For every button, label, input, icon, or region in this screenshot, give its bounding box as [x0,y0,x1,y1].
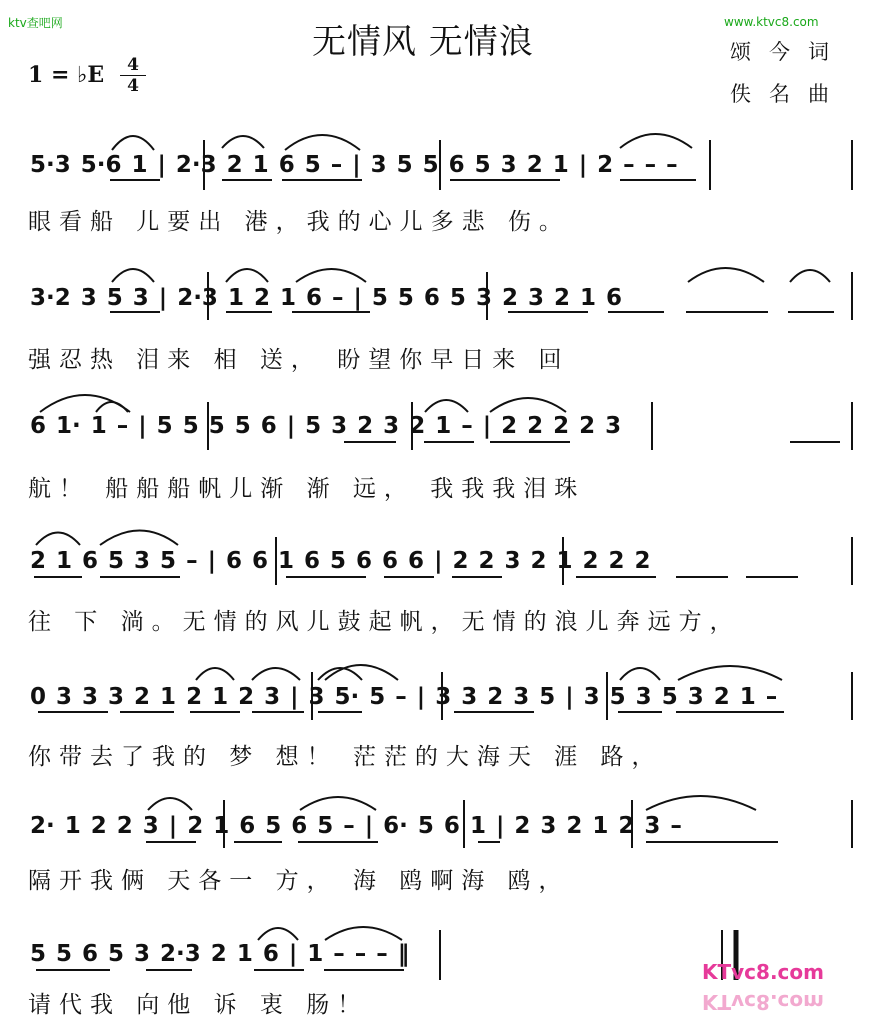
notation-row-4: 2 1 6 5 3 5 – | 6 6 1 6 5 6 6 6 | 2 2 3 2 1 2 2 2 [30,548,651,574]
lyrics-row-6: 隔开我俩 天各一 方， 海 鸥啊海 鸥， [28,868,570,894]
lyrics-row-5: 你带去了我的 梦 想！ 茫茫的大海天 涯 路， [28,744,663,770]
meter-bottom: 4 [127,76,139,96]
site-logo-reflection: KTvc8.com [702,990,824,1014]
notation-row-6: 2· 1 2 2 3 | 2 1 6 5 6 5 – | 6· 5 6 1 | 2 3 2 1 2 3 – [30,813,682,839]
watermark-left: ktv查吧网 [8,16,63,30]
site-logo: KTvc8.com [702,960,824,984]
notation-row-7: 5 5 6 5 3 2·3 2 1 6 | 1 – – – ‖ [30,941,410,967]
lyrics-row-2: 强忍热 泪来 相 送， 盼望你早日来 回 [28,347,570,373]
lyrics-row-7: 请代我 向他 诉 衷 肠！ [28,992,369,1018]
composer-credit: 佚名曲 [730,82,847,106]
notation-row-2: 3·2 3 5 3 | 2·3 1 2 1 6 – | 5 5 6 5 3 2 3 2 1 6 [30,285,623,311]
notation-row-1: 5·3 5·6 1 | 2·3 2 1 6 5 – | 3 5 5 6 5 3 2 1 | 2 – – – [30,152,678,178]
notation-row-3: 6 1· 1 – | 5 5 5 5 6 | 5 3 2 3 2 1 – | 2 2 2 2 3 [30,413,622,439]
lyrics-row-4: 往 下 淌。无情的风儿鼓起帆，无情的浪儿奔远方， [28,609,741,635]
notation-row-5: 0 3 3 3 2 1 2 1 2 3 | 3 5· 5 – | 3 3 2 3 5 | 3 5 3 5 3 2 1 – [30,684,778,710]
lyrics-row-3: 航！ 船船船帆儿渐 渐 远， 我我我泪珠 [28,476,586,502]
song-title: 无情风 无情浪 [312,22,534,62]
watermark-right: www.ktvc8.com [724,15,819,29]
lyricist-credit: 颂今词 [730,40,847,64]
key-signature: 1 = ♭E [28,62,105,88]
meter-top: 4 [127,55,139,75]
lyrics-row-1: 眼看船 儿要出 港，我的心儿多悲 伤。 [28,209,570,235]
